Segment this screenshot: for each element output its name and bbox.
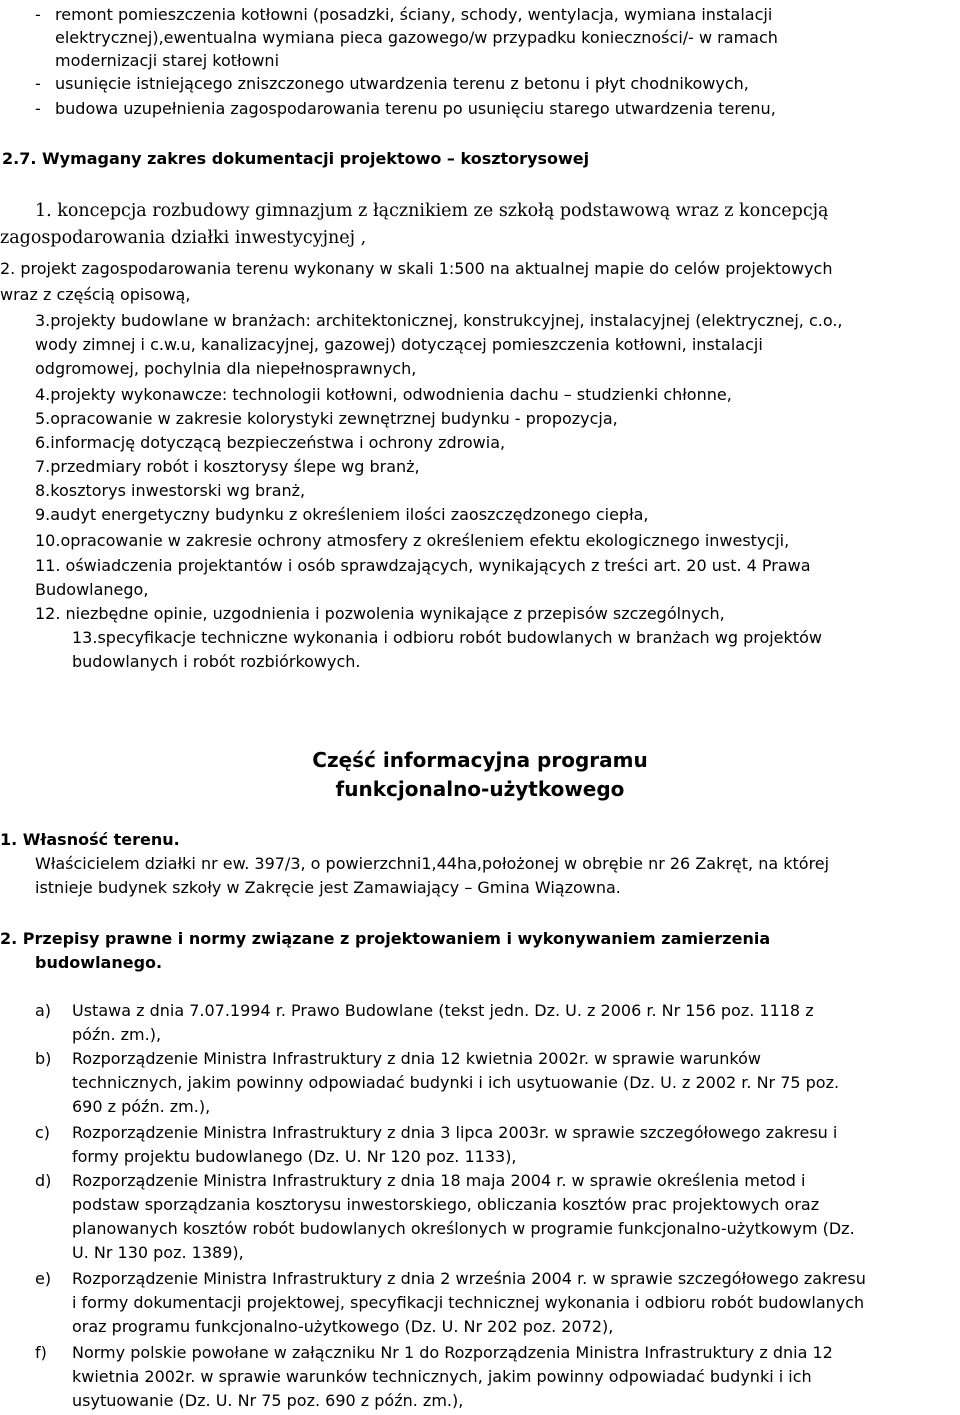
list-item-line: 2. projekt zagospodarowania terenu wykonany w skali 1:500 na aktualnej mapie do celów projektowych: [0, 259, 833, 278]
item-label: d): [35, 1171, 52, 1190]
item-label: e): [35, 1269, 52, 1288]
list-item-line: odgromowej, pochylnia dla niepełnosprawnych,: [35, 359, 417, 378]
list-item-line: formy projektu budowlanego (Dz. U. Nr 120 poz. 1133),: [72, 1147, 517, 1166]
list-item-line: podstaw sporządzania kosztorysu inwestorskiego, obliczania kosztów prac projektowych oraz: [72, 1195, 820, 1214]
list-item-line: planowanych kosztów robót budowlanych określonych w programie funkcjonalno-użytkowym (Dz.: [72, 1219, 855, 1238]
text-line: elektrycznej),ewentualna wymiana pieca gazowego/w przypadku konieczności/- w ramach: [55, 28, 778, 47]
section-1-heading: 1. Własność terenu.: [0, 830, 180, 849]
section-2-7-heading: 2.7. Wymagany zakres dokumentacji projektowo – kosztorysowej: [2, 149, 590, 168]
list-item-line: Normy polskie powołane w załączniku Nr 1 do Rozporządzenia Ministra Infrastruktury z dnia 12: [72, 1343, 833, 1362]
list-item-line: Budowlanego,: [35, 580, 149, 599]
item-label: f): [35, 1343, 47, 1362]
text-line: remont pomieszczenia kotłowni (posadzki, ściany, schody, wentylacja, wymiana instalacji: [55, 5, 773, 24]
list-item-line: 690 z późn. zm.),: [72, 1097, 211, 1116]
list-item-line: U. Nr 130 poz. 1389),: [72, 1243, 244, 1262]
list-item-line: Rozporządzenie Ministra Infrastruktury z dnia 3 lipca 2003r. w sprawie szczegółowego zakresu i: [72, 1123, 838, 1142]
list-item-line: 3.projekty budowlane w branżach: architektonicznej, konstrukcyjnej, instalacyjnej (elektrycznej, c.o.,: [35, 311, 843, 330]
list-item-line: technicznych, jakim powinny odpowiadać budynki i ich usytuowanie (Dz. U. z 2002 r. Nr 75 poz.: [72, 1073, 840, 1092]
list-item-line: zagospodarowania działki inwestycyjnej ,: [0, 228, 367, 248]
bullet-dash: -: [35, 74, 41, 93]
list-item-line: 13.specyfikacje techniczne wykonania i odbioru robót budowlanych w branżach wg projektów: [72, 628, 822, 647]
text-line: usunięcie istniejącego zniszczonego utwardzenia terenu z betonu i płyt chodnikowych,: [55, 74, 749, 93]
bullet-dash: -: [35, 99, 41, 118]
list-item-line: oraz programu funkcjonalno-użytkowego (Dz. U. Nr 202 poz. 2072),: [72, 1317, 614, 1336]
part-title-line: funkcjonalno-użytkowego: [335, 777, 625, 801]
paragraph-line: istnieje budynek szkoły w Zakręcie jest Zamawiający – Gmina Wiązowna.: [35, 878, 621, 897]
list-item-line: 11. oświadczenia projektantów i osób sprawdzających, wynikających z treści art. 20 ust. 4 Prawa: [35, 556, 811, 575]
list-item-line: 6.informację dotyczącą bezpieczeństwa i ochrony zdrowia,: [35, 433, 506, 452]
list-item-line: 10.opracowanie w zakresie ochrony atmosfery z określeniem efektu ekologicznego inwestycji,: [35, 531, 790, 550]
section-2-heading: 2. Przepisy prawne i normy związane z projektowaniem i wykonywaniem zamierzenia: [0, 929, 771, 948]
list-item-line: 1. koncepcja rozbudowy gimnazjum z łącznikiem ze szkołą podstawową wraz z koncepcją: [35, 201, 829, 221]
part-title-line: Część informacyjna programu: [312, 748, 648, 772]
text-line: modernizacji starej kotłowni: [55, 51, 280, 70]
list-item-line: wody zimnej i c.w.u, kanalizacyjnej, gazowej) dotyczącej pomieszczenia kotłowni, instalacji: [35, 335, 763, 354]
text-line: budowa uzupełnienia zagospodarowania terenu po usunięciu starego utwardzenia terenu,: [55, 99, 776, 118]
item-label: b): [35, 1049, 52, 1068]
list-item-line: Rozporządzenie Ministra Infrastruktury z dnia 12 kwietnia 2002r. w sprawie warunków: [72, 1049, 761, 1068]
bullet-dash: -: [35, 5, 41, 24]
list-item-line: 5.opracowanie w zakresie kolorystyki zewnętrznej budynku - propozycja,: [35, 409, 618, 428]
list-item-line: 8.kosztorys inwestorski wg branż,: [35, 481, 306, 500]
list-item-line: usytuowanie (Dz. U. Nr 75 poz. 690 z późn. zm.),: [72, 1391, 464, 1410]
section-2-heading: budowlanego.: [35, 953, 163, 972]
list-item-line: późn. zm.),: [72, 1025, 162, 1044]
list-item-line: 9.audyt energetyczny budynku z określeniem ilości zaoszczędzonego ciepła,: [35, 505, 649, 524]
list-item-line: 7.przedmiary robót i kosztorysy ślepe wg branż,: [35, 457, 420, 476]
list-item-line: Rozporządzenie Ministra Infrastruktury z dnia 18 maja 2004 r. w sprawie określenia metod i: [72, 1171, 806, 1190]
item-label: c): [35, 1123, 51, 1142]
item-label: a): [35, 1001, 52, 1020]
list-item-line: Ustawa z dnia 7.07.1994 r. Prawo Budowlane (tekst jedn. Dz. U. z 2006 r. Nr 156 poz. 1118 z: [72, 1001, 814, 1020]
list-item-line: 12. niezbędne opinie, uzgodnienia i pozwolenia wynikające z przepisów szczególnych,: [35, 604, 725, 623]
list-item-line: Rozporządzenie Ministra Infrastruktury z dnia 2 września 2004 r. w sprawie szczegółowego zakresu: [72, 1269, 866, 1288]
list-item-line: 4.projekty wykonawcze: technologii kotłowni, odwodnienia dachu – studzienki chłonne,: [35, 385, 732, 404]
list-item-line: budowlanych i robót rozbiórkowych.: [72, 652, 361, 671]
list-item-line: wraz z częścią opisową,: [0, 285, 191, 304]
paragraph-line: Właścicielem działki nr ew. 397/3, o powierzchni1,44ha,położonej w obrębie nr 26 Zakręt, na której: [35, 854, 830, 873]
list-item-line: kwietnia 2002r. w sprawie warunków technicznych, jakim powinny odpowiadać budynki i ich: [72, 1367, 812, 1386]
list-item-line: i formy dokumentacji projektowej, specyfikacji technicznej wykonania i odbioru robót budowlanych: [72, 1293, 865, 1312]
